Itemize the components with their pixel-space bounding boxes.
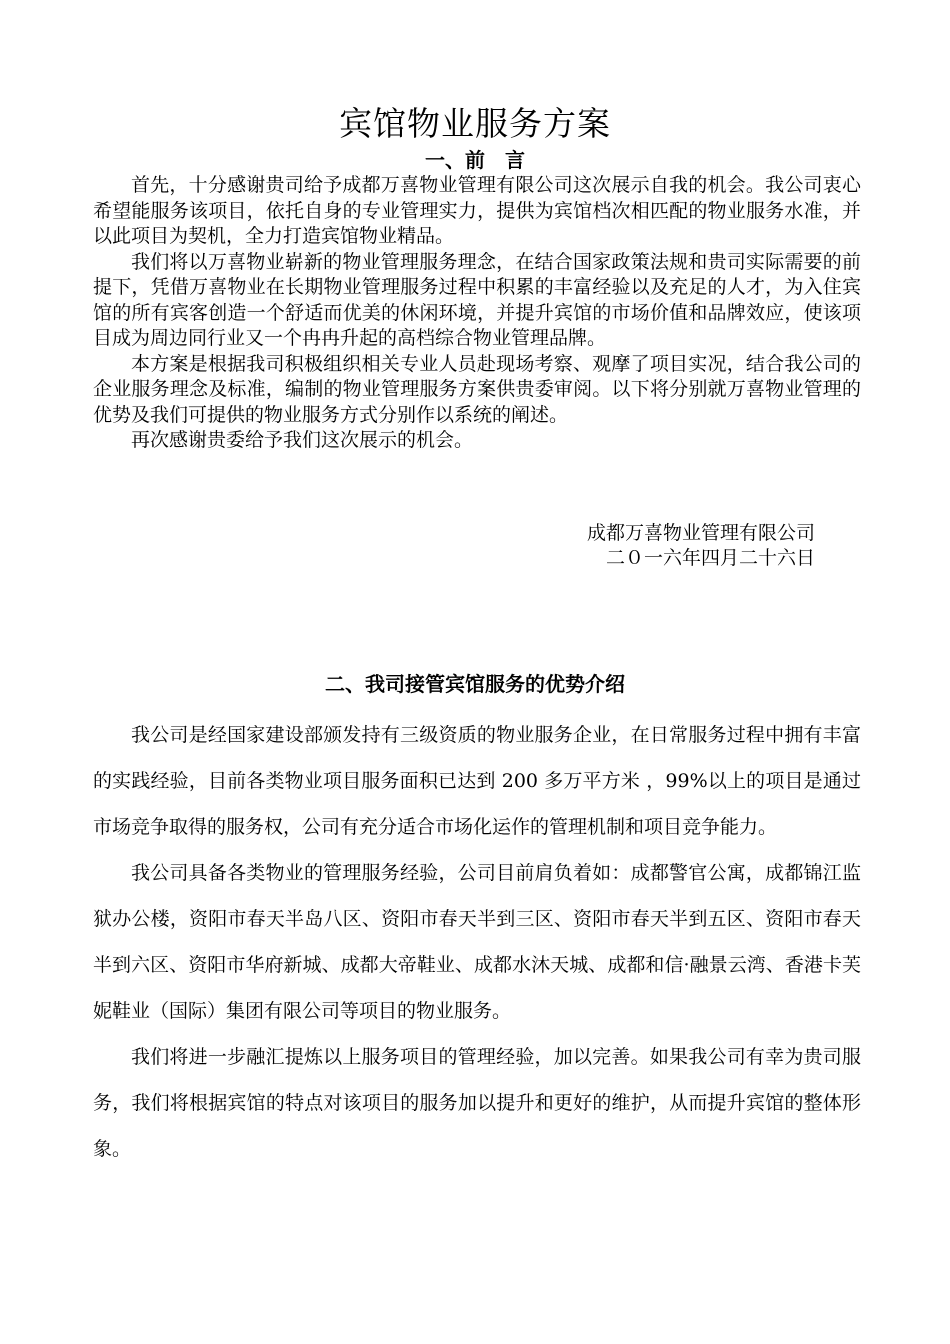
section1-paragraph: 再次感谢贵委给予我们这次展示的机会。 <box>131 429 474 451</box>
section1-paragraph: 我们将以万喜物业崭新的物业管理服务理念，在结合国家政策法规和贵司实际需要的前提下，凭借万喜物业在长期物业管理服务过程中积累的丰富经验以及充足的人才，为入住宾馆的所有宾客创造一个舒适而优美的休闲环境，并提升宾馆的市场价值和品牌效应，使该项目成为周边同行业又一个冉冉升起的高档综合物业管理品牌。 <box>93 250 861 349</box>
document-title: 宾馆物业服务方案 <box>339 104 611 143</box>
section1-body <box>93 173 861 454</box>
section2-paragraph: 我公司是经国家建设部颁发持有三级资质的物业服务企业，在日常服务过程中拥有丰富的实践经验，目前各类物业项目服务面积已达到 200 多万平方米 ，99%以上的项目是通过市场竞争取得的服务权，公司有充分适合市场化运作的管理机制和项目竞争能力。 <box>93 724 861 838</box>
section2-body <box>93 712 861 1172</box>
section2-paragraph: 我公司具备各类物业的管理服务经验，公司目前肩负着如：成都警官公寓，成都锦江监狱办公楼，资阳市春天半岛八区、资阳市春天半到三区、资阳市春天半到五区、资阳市春天半到六区、资阳市华府新城、成都大帝鞋业、成都水沐天城、成都和信·融景云湾、香港卡芙妮鞋业（国际）集团有限公司等项目的物业服务。 <box>93 862 861 1022</box>
section1-heading: 一、前 言 <box>425 148 525 172</box>
section2-heading: 二、我司接管宾馆服务的优势介绍 <box>325 672 625 696</box>
signature-date: 二０一六年四月二十六日 <box>605 547 815 569</box>
section2-paragraph: 我们将进一步融汇提炼以上服务项目的管理经验，加以完善。如果我公司有幸为贵司服务，我们将根据宾馆的特点对该项目的服务加以提升和更好的维护，从而提升宾馆的整体形象。 <box>93 1046 861 1160</box>
section1-paragraph: 首先，十分感谢贵司给予成都万喜物业管理有限公司这次展示自我的机会。我公司衷心希望能服务该项目，依托自身的专业管理实力，提供为宾馆档次相匹配的物业服务水准，并以此项目为契机，全力打造宾馆物业精品。 <box>93 174 861 247</box>
signature-block <box>440 521 815 571</box>
signature-company: 成都万喜物业管理有限公司 <box>586 522 815 544</box>
section1-paragraph: 本方案是根据我司积极组织相关专业人员赴现场考察、观摩了项目实况，结合我公司的企业服务理念及标准，编制的物业管理服务方案供贵委审阅。以下将分别就万喜物业管理的优势及我们可提供的物业服务方式分别作以系统的阐述。 <box>93 352 861 426</box>
